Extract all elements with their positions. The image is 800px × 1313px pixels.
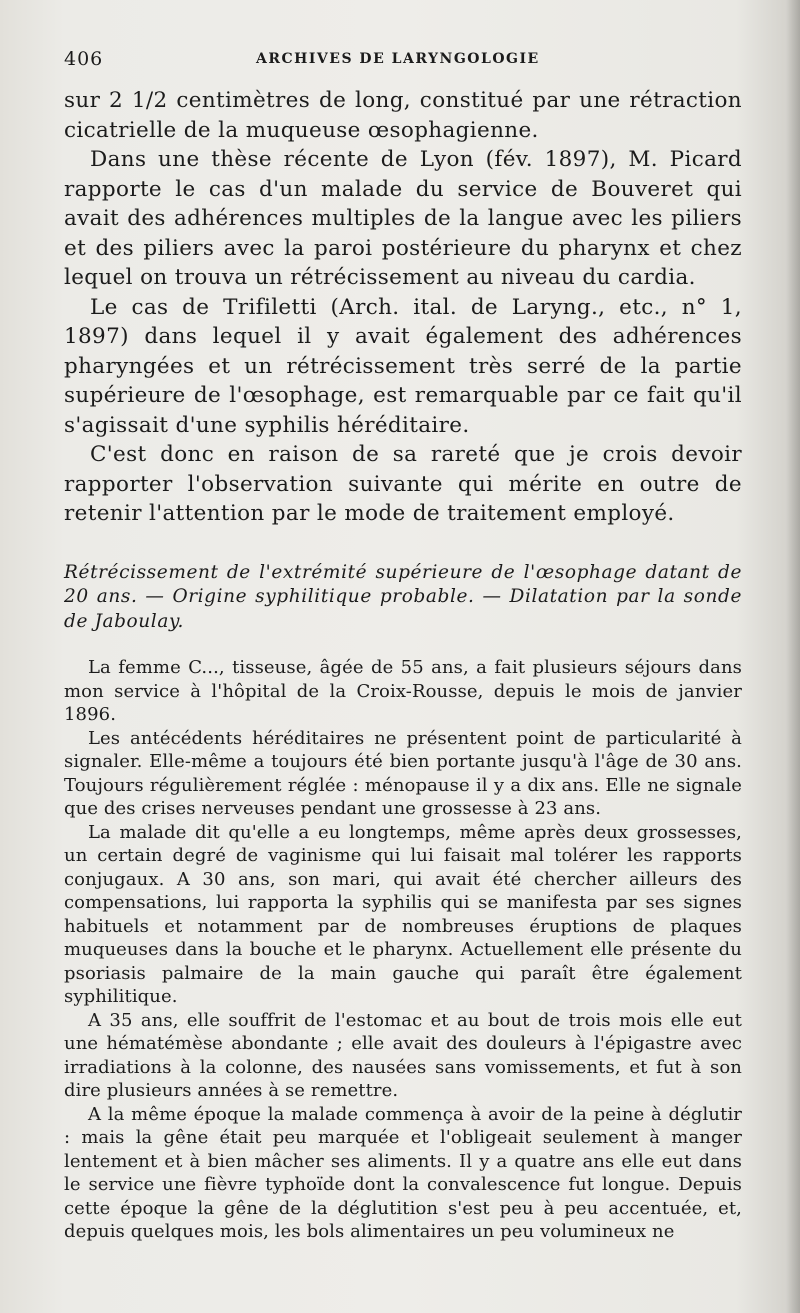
observation-paragraph: Les antécédents héréditaires ne présentent point de particularité à signaler. Elle-même a toujours été bien portante jusqu'à l'âge de 30 ans. Toujours régulièrement réglée : ménopause il y a dix ans. Elle ne signale que des crises nerveuses pendant une grossesse à 23 ans. (64, 727, 742, 819)
observation-paragraph: A la même époque la malade commença à avoir de la peine à déglutir : mais la gêne était peu marquée et l'obligeait seulement à manger lentement et à bien mâcher ses aliments. Il y a quatre ans elle eut dans le service une fièvre typhoïde dont la convalescence fut longue. Depuis cette époque la gêne de la déglutition s'est peu à peu accentuée, et, depuis quelques mois, les bols alimentaires un peu volumineux ne (64, 1103, 742, 1242)
page-number: 406 (64, 48, 104, 70)
observation-paragraph: La femme C..., tisseuse, âgée de 55 ans, a fait plusieurs séjours dans mon service à l'hôpital de la Croix-Rousse, depuis le mois de janvier 1896. (64, 657, 742, 725)
page-header (64, 48, 740, 72)
main-text (64, 86, 742, 1244)
paragraph-rarity: C'est donc en raison de sa rareté que je crois devoir rapporter l'observation suivante qui mérite en outre de retenir l'attention par le mode de traitement employé. (64, 442, 742, 526)
observation-paragraph: A 35 ans, elle souffrit de l'estomac et au bout de trois mois elle eut une hématémèse abondante ; elle avait des douleurs à l'épigastre avec irradiations à la colonne, des nausées sans vomissements, et fut à son dire plusieurs années à se remettre. (64, 1009, 742, 1101)
paragraph-trifiletti: Le cas de Trifiletti (Arch. ital. de Laryng., etc., n° 1, 1897) dans lequel il y avait également des adhérences pharyngées et un rétrécissement très serré de la partie supérieure de l'œsophage, est remarquable par ce fait qu'il s'agissait d'une syphilis héréditaire. (64, 294, 742, 438)
observation-paragraph: La malade dit qu'elle a eu longtemps, même après deux grossesses, un certain degré de vaginisme qui lui faisait mal tolérer les rapports conjugaux. A 30 ans, son mari, qui avait été chercher ailleurs des compensations, lui rapporta la syphilis qui se manifesta par ses signes habituels et notamment par de nombreuses éruptions de plaques muqueuses dans la bouche et le pharynx. Actuellement elle présente du psoriasis palmaire de la main gauche qui paraît être également syphilitique. (64, 821, 742, 1007)
paragraph-picard: Dans une thèse récente de Lyon (fév. 1897), M. Picard rapporte le cas d'un malade du service de Bouveret qui avait des adhérences multiples de la langue avec les piliers et des piliers avec la paroi postérieure du pharynx et chez lequel on trouva un rétrécissement au niveau du cardia. (64, 147, 742, 290)
running-title: ARCHIVES DE LARYNGOLOGIE (256, 51, 540, 67)
page-edge-shadow (786, 0, 800, 1313)
case-title: Rétrécissement de l'extrémité supérieure de l'œsophage datant de 20 ans. — Origine syphilitique probable. — Dilatation par la sonde de Jaboulay. (64, 561, 742, 632)
paragraph-continuation: sur 2 1/2 centimètres de long, constitué par une rétraction cicatrielle de la muqueuse œsophagienne. (64, 88, 742, 143)
observation-text (64, 656, 742, 1244)
